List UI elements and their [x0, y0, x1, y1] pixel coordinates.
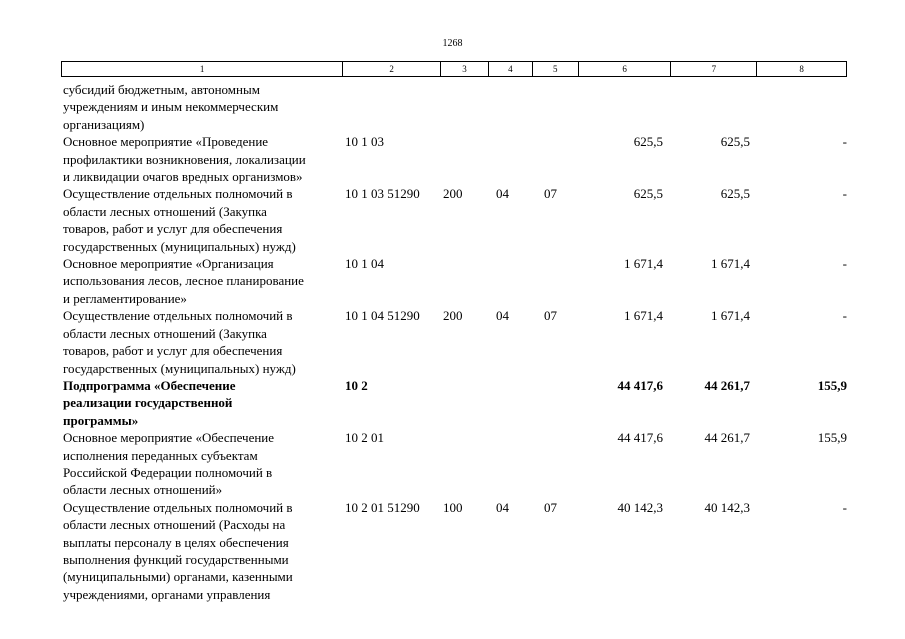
row-amount-col7: 1 671,4: [711, 308, 750, 324]
row-subsection: 07: [544, 499, 557, 515]
row-section: [489, 429, 533, 499]
row-amount-col7: 40 142,3: [704, 499, 750, 515]
row-name: Подпрограмма «Обеспечение реализации государственной программы»: [63, 377, 236, 428]
row-expense-type: [441, 255, 489, 307]
row-name: Осуществление отдельных полномочий в области лесных отношений (Закупка товаров, работ и услуг для обеспечения государственных (муниципальных) нужд): [63, 186, 296, 254]
row-amount-col6: 44 417,6: [617, 430, 663, 446]
row-section: [489, 133, 533, 185]
column-header-3: 3: [441, 62, 489, 76]
budget-table-body: [61, 81, 847, 603]
row-code: 10 1 04 51290: [345, 308, 420, 324]
table-row: [61, 377, 847, 429]
row-amount-col6: 625,5: [633, 134, 663, 150]
table-row: [61, 185, 847, 255]
table-row: [61, 307, 847, 377]
row-subsection: [533, 377, 579, 429]
table-row: [61, 81, 847, 133]
row-amount-col6: [579, 81, 672, 133]
row-code: 10 2 01: [345, 430, 384, 446]
row-code: [343, 81, 441, 133]
row-amount-col7: [672, 81, 758, 133]
column-header-1: 1: [62, 62, 343, 76]
row-name: Основное мероприятие «Организация использования лесов, лесное планирование и регламентирование»: [63, 256, 304, 306]
row-code: 10 1 03: [345, 134, 384, 150]
row-amount-col7: 44 261,7: [704, 430, 750, 446]
row-section: [489, 255, 533, 307]
row-code: 10 2: [345, 377, 368, 393]
row-amount-col8: 155,9: [817, 430, 847, 446]
row-amount-col6: 1 671,4: [624, 308, 663, 324]
table-row: [61, 133, 847, 185]
row-amount-col6: 1 671,4: [624, 256, 663, 272]
row-code: 10 1 03 51290: [345, 186, 420, 202]
row-amount-col7: 1 671,4: [711, 256, 750, 272]
page-number: 1268: [442, 38, 463, 49]
row-subsection: [533, 133, 579, 185]
column-header-8: 8: [799, 64, 804, 74]
row-subsection: [533, 255, 579, 307]
table-row: [61, 255, 847, 307]
row-section: [489, 377, 533, 429]
table-row: [61, 429, 847, 499]
row-section: 04: [496, 499, 509, 515]
row-amount-col7: 625,5: [720, 134, 750, 150]
row-expense-type: 200: [443, 186, 463, 202]
column-header-6: 6: [579, 62, 672, 76]
row-code: 10 1 04: [345, 256, 384, 272]
table-row: [61, 499, 847, 603]
row-section: 04: [496, 186, 509, 202]
column-header-7: 7: [671, 62, 757, 76]
row-amount-col8: -: [842, 499, 847, 515]
row-amount-col6: 44 417,6: [617, 377, 663, 393]
row-subsection: [533, 81, 579, 133]
row-subsection: [533, 429, 579, 499]
row-expense-type: 200: [443, 308, 463, 324]
column-header-row: [61, 61, 847, 77]
row-name: Основное мероприятие «Обеспечение исполнения переданных субъектам Российской Федерации полномочий в области лесных отношений»: [63, 430, 275, 498]
row-name: Основное мероприятие «Проведение профилактики возникновения, локализации и ликвидации очагов вредных организмов»: [63, 134, 306, 185]
column-header-2: 2: [343, 62, 441, 76]
row-name: Осуществление отдельных полномочий в области лесных отношений (Расходы на выплаты персоналу в целях обеспечения выполнения функций государственными (муниципальными) органами, казенными учреждениями, органами управления: [63, 499, 293, 602]
row-expense-type: [441, 429, 489, 499]
row-amount-col8: [758, 81, 847, 133]
row-subsection: 07: [544, 308, 557, 324]
row-subsection: 07: [544, 186, 557, 202]
row-section: [489, 81, 533, 133]
row-expense-type: [441, 81, 489, 133]
row-amount-col8: -: [842, 186, 847, 202]
row-expense-type: [441, 377, 489, 429]
row-name: Осуществление отдельных полномочий в области лесных отношений (Закупка товаров, работ и услуг для обеспечения государственных (муниципальных) нужд): [63, 308, 296, 376]
row-amount-col8: -: [842, 256, 847, 272]
column-header-4: 4: [489, 62, 533, 76]
row-code: 10 2 01 51290: [345, 499, 420, 515]
row-expense-type: [441, 133, 489, 185]
row-amount-col8: -: [842, 308, 847, 324]
row-amount-col8: -: [842, 134, 847, 150]
row-expense-type: 100: [443, 499, 463, 515]
row-amount-col6: 40 142,3: [617, 499, 663, 515]
row-amount-col7: 44 261,7: [704, 377, 750, 393]
row-amount-col7: 625,5: [720, 186, 750, 202]
row-amount-col8: 155,9: [817, 377, 847, 393]
column-header-5: 5: [533, 62, 579, 76]
row-amount-col6: 625,5: [633, 186, 663, 202]
row-section: 04: [496, 308, 509, 324]
row-name: субсидий бюджетным, автономным учреждениям и иным некоммерческим организациям): [63, 82, 279, 132]
